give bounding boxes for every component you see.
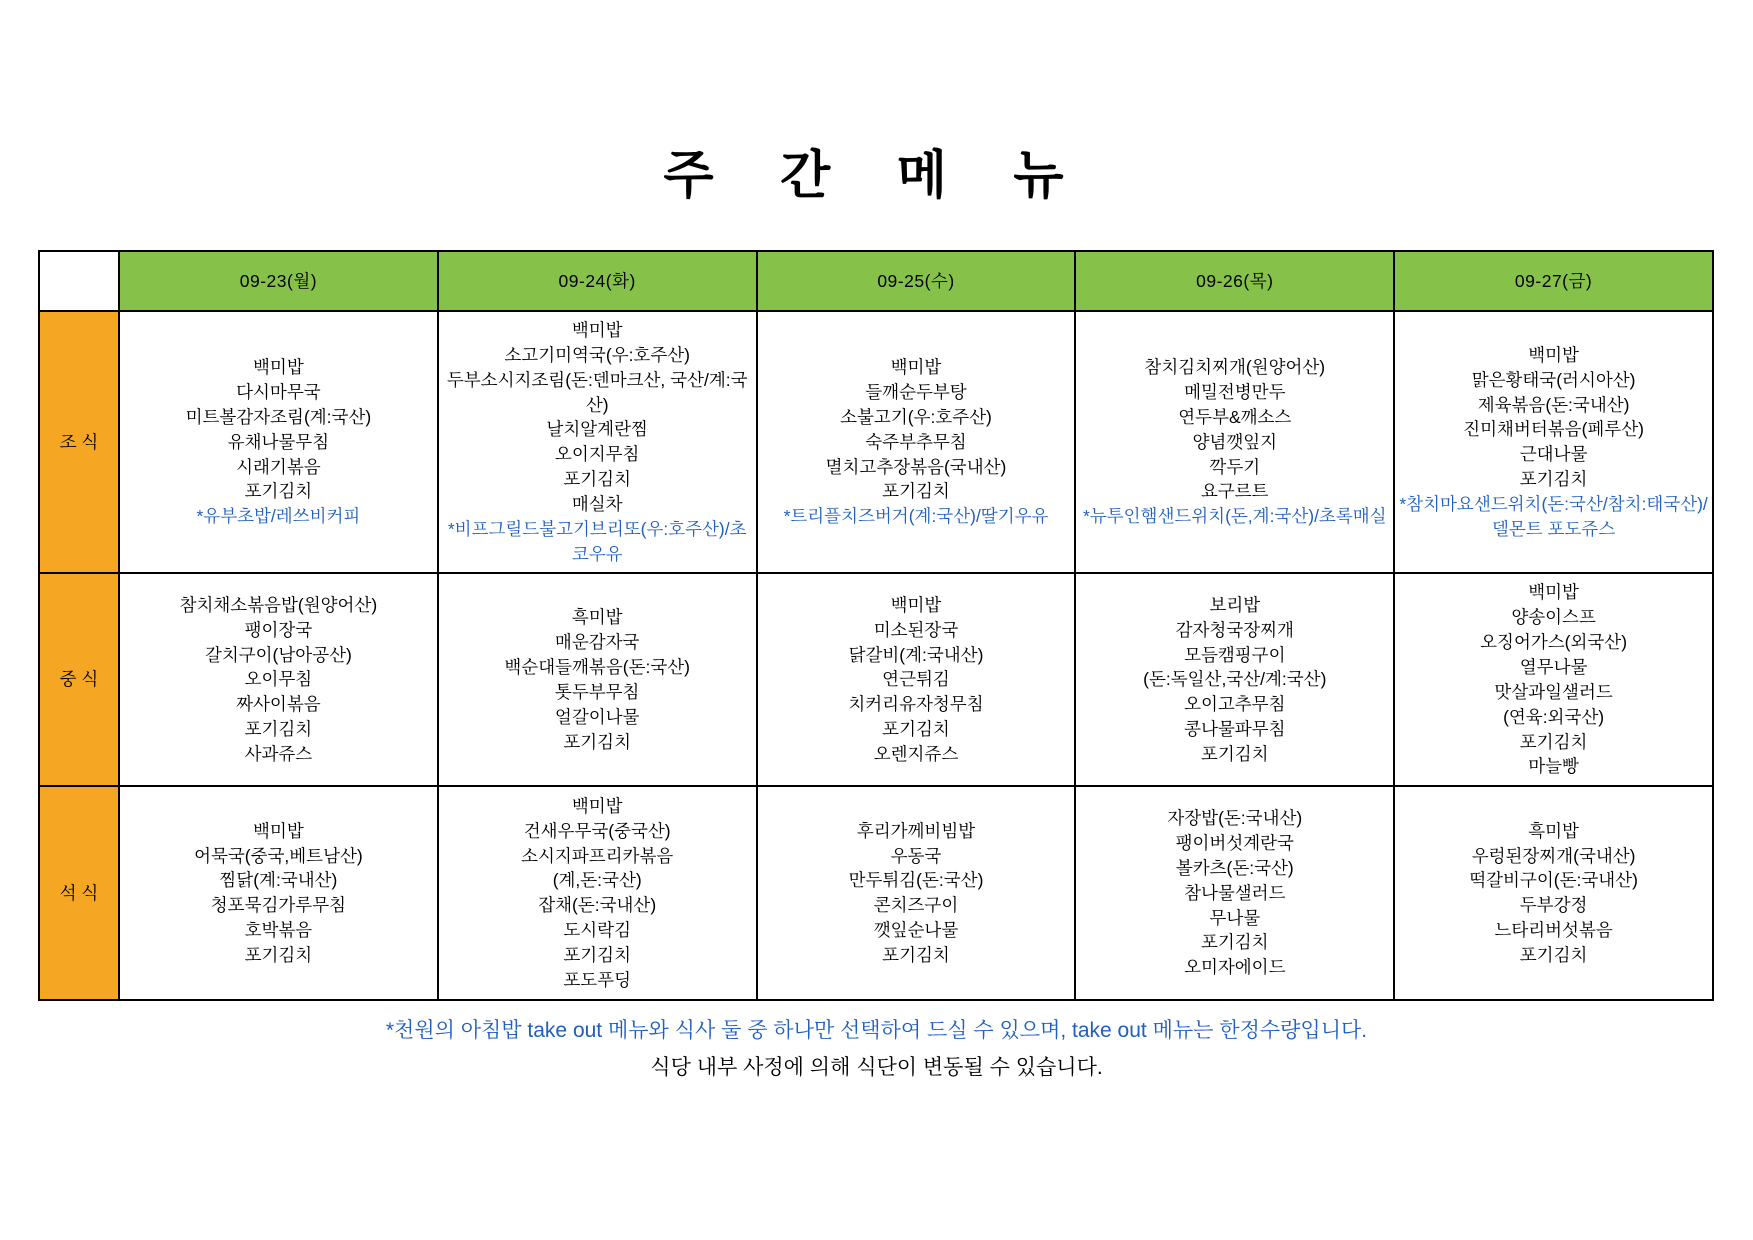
menu-item: 톳두부무침 <box>554 681 640 702</box>
menu-item: 만두튀김(돈:국산) <box>848 870 984 891</box>
menu-cell-lunch-mon <box>119 573 438 786</box>
menu-item-takeout: *참치마요샌드위치(돈:국산/참치:태국산)/델몬트 포도쥬스 <box>1399 493 1708 539</box>
menu-item: 참나물샐러드 <box>1184 882 1286 903</box>
menu-item: 요구르트 <box>1200 481 1269 502</box>
day-header-mon: 09-23(월) <box>119 251 438 311</box>
menu-item: 포기김치 <box>244 481 313 502</box>
corner-cell <box>39 251 119 311</box>
menu-item: 숙주부추무침 <box>865 431 967 452</box>
menu-item: 흑미밥 <box>571 607 623 628</box>
menu-item: 닭갈비(계:국내산) <box>848 644 984 665</box>
menu-item: 연근튀김 <box>882 669 950 690</box>
menu-item: 깻잎순나물 <box>873 920 959 941</box>
menu-item: 오이무침 <box>244 669 313 690</box>
menu-cell-breakfast-thu <box>1075 311 1394 573</box>
menu-item: 포기김치 <box>882 719 950 740</box>
menu-item: 오이지무침 <box>554 444 640 465</box>
header-row <box>39 251 1713 311</box>
menu-cell-dinner-wed <box>757 786 1076 1000</box>
menu-item: 후리가께비빔밥 <box>856 820 976 841</box>
menu-item: 포기김치 <box>1200 743 1269 764</box>
menu-item: 도시락김 <box>563 920 631 941</box>
menu-item: (돈:독일산,국산/계:국산) <box>1143 669 1327 690</box>
menu-cell-breakfast-fri <box>1394 311 1713 573</box>
menu-item: 시래기볶음 <box>236 456 321 477</box>
menu-item: 잡채(돈:국내산) <box>538 895 657 916</box>
menu-cell-lunch-tue <box>438 573 757 786</box>
menu-item: 어묵국(중국,베트남산) <box>194 845 363 866</box>
menu-item: 두부강정 <box>1519 895 1588 916</box>
weekly-menu-table <box>38 250 1714 1001</box>
menu-item: 양념깻잎지 <box>1192 431 1278 452</box>
menu-cell-dinner-mon <box>119 786 438 1000</box>
menu-item: 건새우무국(중국산) <box>523 820 671 841</box>
menu-item: 오징어가스(외국산) <box>1480 632 1628 653</box>
menu-table-wrapper <box>38 250 1715 1084</box>
menu-item: 유채나물무침 <box>227 431 330 452</box>
menu-item: 팽이버섯계란국 <box>1175 833 1294 854</box>
menu-item: 오렌지쥬스 <box>873 743 959 764</box>
menu-item: 보리밥 <box>1209 594 1261 615</box>
menu-item: 백미밥 <box>253 820 304 841</box>
menu-item: 팽이장국 <box>244 619 313 640</box>
menu-cell-dinner-thu <box>1075 786 1394 1000</box>
menu-item: 백순대들깨볶음(돈:국산) <box>504 656 690 677</box>
day-header-wed: 09-25(수) <box>757 251 1076 311</box>
menu-item: 포기김치 <box>563 944 631 965</box>
table-row-dinner <box>39 786 1713 1000</box>
menu-item: (연육:외국산) <box>1503 706 1605 727</box>
menu-item: 미트볼감자조림(계:국산) <box>185 406 372 427</box>
menu-item: 호박볶음 <box>244 920 313 941</box>
menu-item: 갈치구이(남아공산) <box>204 644 352 665</box>
menu-item: 얼갈이나물 <box>554 706 640 727</box>
menu-item: 다시마무국 <box>236 382 321 403</box>
menu-item: 양송이스프 <box>1511 607 1596 628</box>
menu-item-takeout: *유부초밥/레쓰비커피 <box>196 506 361 527</box>
menu-item: 포기김치 <box>882 944 950 965</box>
menu-item: 청포묵김가루무침 <box>210 895 347 916</box>
meal-label-dinner: 석 식 <box>39 786 119 1000</box>
menu-item: 날치알계란찜 <box>546 419 648 440</box>
menu-item: 우렁된장찌개(국내산) <box>1471 845 1636 866</box>
day-header-thu: 09-26(목) <box>1075 251 1394 311</box>
menu-item: 백미밥 <box>1528 582 1579 603</box>
menu-item: 감자청국장찌개 <box>1175 619 1294 640</box>
menu-item: 백미밥 <box>1528 344 1579 365</box>
menu-item: 포기김치 <box>1519 731 1588 752</box>
menu-item: 사과쥬스 <box>244 743 313 764</box>
menu-cell-dinner-fri <box>1394 786 1713 1000</box>
menu-item: 매운감자국 <box>554 632 640 653</box>
menu-item: 백미밥 <box>253 357 304 378</box>
menu-item: 들깨순두부탕 <box>865 382 967 403</box>
menu-item: 치커리유자청무침 <box>848 694 984 715</box>
menu-cell-lunch-fri <box>1394 573 1713 786</box>
menu-item: 메밀전병만두 <box>1184 382 1286 403</box>
menu-item: 참치채소볶음밥(원양어산) <box>179 594 378 615</box>
menu-item: 찜닭(계:국내산) <box>219 870 338 891</box>
footnote-takeout: *천원의 아침밥 take out 메뉴와 식사 둘 중 하나만 선택하여 드실 수 있으며, take out 메뉴는 한정수량입니다. <box>385 1019 1368 1043</box>
menu-item: 깍두기 <box>1209 456 1261 477</box>
menu-cell-lunch-thu <box>1075 573 1394 786</box>
menu-item: 소불고기(우:호주산) <box>840 406 992 427</box>
menu-cell-breakfast-mon <box>119 311 438 573</box>
menu-item: 백미밥 <box>890 357 942 378</box>
menu-item: 콘치즈구이 <box>873 895 959 916</box>
menu-item: 근대나물 <box>1519 444 1588 465</box>
menu-item: 마늘빵 <box>1528 756 1579 777</box>
menu-item: 포기김치 <box>244 719 313 740</box>
menu-item: 짜사이볶음 <box>236 694 321 715</box>
menu-item: 오이고추무침 <box>1184 694 1286 715</box>
menu-item: 미소된장국 <box>873 619 959 640</box>
menu-item: 자장밥(돈:국내산) <box>1167 808 1303 829</box>
menu-item: 백미밥 <box>571 320 623 340</box>
menu-item: 연두부&깨소스 <box>1178 406 1292 427</box>
day-header-fri: 09-27(금) <box>1394 251 1713 311</box>
menu-item: 포기김치 <box>1519 469 1588 490</box>
menu-item: 참치김치찌개(원양어산) <box>1144 357 1326 378</box>
day-header-tue: 09-24(화) <box>438 251 757 311</box>
table-row-breakfast <box>39 311 1713 573</box>
menu-item: (계,돈:국산) <box>552 870 642 891</box>
menu-item: 소고기미역국(우:호주산) <box>504 344 690 365</box>
menu-item: 진미채버터볶음(페루산) <box>1463 419 1644 440</box>
menu-item: 포도푸딩 <box>563 969 631 990</box>
table-header <box>39 251 1713 311</box>
menu-cell-breakfast-tue <box>438 311 757 573</box>
menu-item: 흑미밥 <box>1528 820 1579 841</box>
menu-item: 모듬캠핑구이 <box>1184 644 1286 665</box>
menu-cell-dinner-tue <box>438 786 757 1000</box>
table-body <box>39 311 1713 1000</box>
menu-item: 볼카츠(돈:국산) <box>1175 857 1294 878</box>
menu-item: 포기김치 <box>244 944 313 965</box>
menu-cell-breakfast-wed <box>757 311 1076 573</box>
menu-item: 오미자에이드 <box>1184 957 1286 978</box>
menu-item: 떡갈비구이(돈:국내산) <box>1469 870 1638 891</box>
menu-item: 느타리버섯볶음 <box>1494 920 1613 941</box>
footnote-change: 식당 내부 사정에 의해 식단이 변동될 수 있습니다. <box>650 1055 1103 1079</box>
menu-item: 두부소시지조림(돈:덴마크산, 국산/계:국산) <box>446 369 748 415</box>
meal-label-lunch: 중 식 <box>39 573 119 786</box>
menu-item: 포기김치 <box>563 469 631 490</box>
menu-item: 매실차 <box>571 493 623 514</box>
menu-item-takeout: *트리플치즈버거(계:국산)/딸기우유 <box>783 506 1049 527</box>
menu-item: 백미밥 <box>571 795 623 816</box>
menu-item: 백미밥 <box>890 594 942 615</box>
menu-item: 맑은황태국(러시아산) <box>1471 369 1636 390</box>
menu-cell-lunch-wed <box>757 573 1076 786</box>
menu-item: 맛살과일샐러드 <box>1494 681 1613 702</box>
menu-item: 무나물 <box>1209 907 1261 928</box>
menu-item: 소시지파프리카볶음 <box>521 845 674 866</box>
menu-item-takeout: *비프그릴드불고기브리또(우:호주산)/초코우유 <box>447 518 747 564</box>
meal-label-breakfast: 조 식 <box>39 311 119 573</box>
menu-item: 포기김치 <box>1200 932 1269 953</box>
menu-item: 멸치고추장볶음(국내산) <box>825 456 1007 477</box>
menu-item: 우동국 <box>890 845 942 866</box>
menu-item: 제육볶음(돈:국내산) <box>1477 394 1630 415</box>
menu-item: 콩나물파무침 <box>1184 719 1286 740</box>
menu-item: 포기김치 <box>563 731 631 752</box>
menu-item: 열무나물 <box>1519 656 1588 677</box>
menu-item-takeout: *뉴투인햄샌드위치(돈,계:국산)/초록매실 <box>1083 506 1387 527</box>
menu-item: 포기김치 <box>1519 944 1588 965</box>
menu-item: 포기김치 <box>882 481 950 502</box>
page-title: 주 간 메 뉴 <box>663 147 1090 205</box>
table-row-lunch <box>39 573 1713 786</box>
